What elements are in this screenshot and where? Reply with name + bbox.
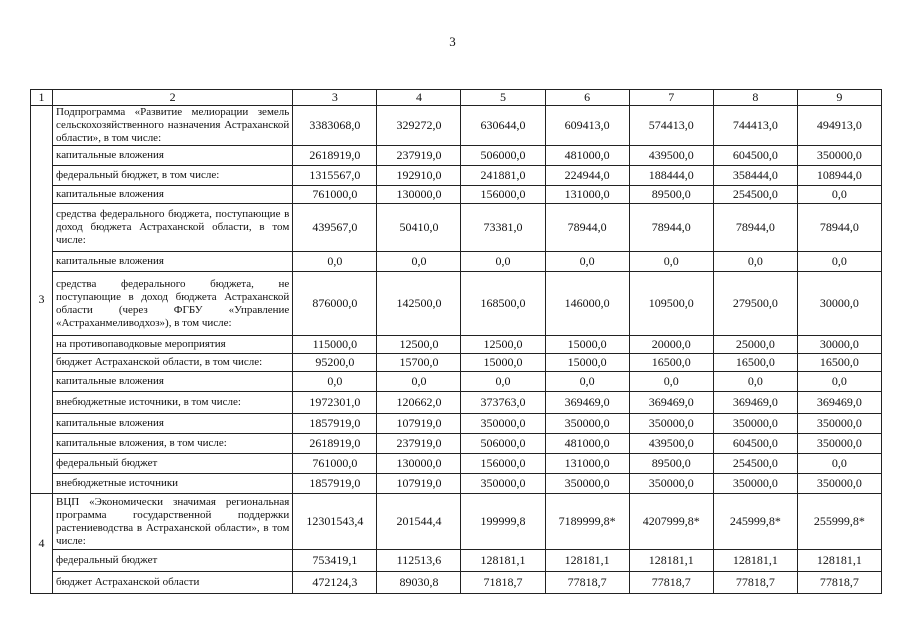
- value-cell: 761000,0: [293, 454, 377, 474]
- row-description: капитальные вложения, в том числе:: [53, 434, 293, 454]
- value-cell: 245999,8*: [713, 494, 797, 550]
- value-cell: 128181,1: [629, 550, 713, 572]
- value-cell: 12301543,4: [293, 494, 377, 550]
- row-description: средства федерального бюджета, не поступающие в доход бюджета Астраханской области (через ФГБУ «Управление «Астраханмеливодхоз»), в том числе:: [53, 272, 293, 336]
- column-header: 2: [53, 90, 293, 106]
- value-cell: 0,0: [377, 252, 461, 272]
- value-cell: 481000,0: [545, 434, 629, 454]
- value-cell: 472124,3: [293, 572, 377, 594]
- table-row: [31, 272, 882, 336]
- column-header: 8: [713, 90, 797, 106]
- column-header: 1: [31, 90, 53, 106]
- value-cell: 358444,0: [713, 166, 797, 186]
- value-cell: 369469,0: [713, 392, 797, 414]
- value-cell: 0,0: [629, 252, 713, 272]
- value-cell: 77818,7: [713, 572, 797, 594]
- value-cell: 506000,0: [461, 146, 545, 166]
- value-cell: 89500,0: [629, 454, 713, 474]
- value-cell: 188444,0: [629, 166, 713, 186]
- value-cell: 78944,0: [797, 204, 881, 252]
- value-cell: 329272,0: [377, 106, 461, 146]
- value-cell: 128181,1: [713, 550, 797, 572]
- value-cell: 369469,0: [797, 392, 881, 414]
- value-cell: 89030,8: [377, 572, 461, 594]
- page-number: 3: [449, 34, 456, 49]
- row-description: внебюджетные источники: [53, 474, 293, 494]
- value-cell: 0,0: [713, 252, 797, 272]
- value-cell: 761000,0: [293, 186, 377, 204]
- value-cell: 574413,0: [629, 106, 713, 146]
- value-cell: 369469,0: [629, 392, 713, 414]
- row-description: бюджет Астраханской области, в том числе:: [53, 354, 293, 372]
- value-cell: 15700,0: [377, 354, 461, 372]
- value-cell: 350000,0: [629, 474, 713, 494]
- value-cell: 2618919,0: [293, 434, 377, 454]
- value-cell: 0,0: [797, 252, 881, 272]
- value-cell: 439500,0: [629, 434, 713, 454]
- value-cell: 107919,0: [377, 474, 461, 494]
- value-cell: 78944,0: [629, 204, 713, 252]
- value-cell: 279500,0: [713, 272, 797, 336]
- value-cell: 350000,0: [797, 146, 881, 166]
- value-cell: 350000,0: [797, 414, 881, 434]
- value-cell: 609413,0: [545, 106, 629, 146]
- value-cell: 2618919,0: [293, 146, 377, 166]
- header-row: [31, 90, 882, 106]
- value-cell: 199999,8: [461, 494, 545, 550]
- value-cell: 78944,0: [713, 204, 797, 252]
- row-description: капитальные вложения: [53, 414, 293, 434]
- value-cell: 254500,0: [713, 186, 797, 204]
- value-cell: 192910,0: [377, 166, 461, 186]
- value-cell: 16500,0: [629, 354, 713, 372]
- value-cell: 128181,1: [461, 550, 545, 572]
- value-cell: 0,0: [545, 372, 629, 392]
- value-cell: 494913,0: [797, 106, 881, 146]
- value-cell: 130000,0: [377, 454, 461, 474]
- value-cell: 50410,0: [377, 204, 461, 252]
- table-row: [31, 204, 882, 252]
- value-cell: 20000,0: [629, 336, 713, 354]
- value-cell: 15000,0: [461, 354, 545, 372]
- table-row: [31, 252, 882, 272]
- value-cell: 128181,1: [545, 550, 629, 572]
- value-cell: 350000,0: [461, 474, 545, 494]
- value-cell: 73381,0: [461, 204, 545, 252]
- row-description: капитальные вложения: [53, 372, 293, 392]
- value-cell: 241881,0: [461, 166, 545, 186]
- row-description: внебюджетные источники, в том числе:: [53, 392, 293, 414]
- value-cell: 16500,0: [797, 354, 881, 372]
- value-cell: 168500,0: [461, 272, 545, 336]
- column-header: 7: [629, 90, 713, 106]
- table-row: [31, 434, 882, 454]
- value-cell: 630644,0: [461, 106, 545, 146]
- value-cell: 7189999,8*: [545, 494, 629, 550]
- value-cell: 78944,0: [545, 204, 629, 252]
- value-cell: 77818,7: [545, 572, 629, 594]
- value-cell: 3383068,0: [293, 106, 377, 146]
- section-number: 3: [31, 106, 53, 494]
- value-cell: 25000,0: [713, 336, 797, 354]
- value-cell: 201544,4: [377, 494, 461, 550]
- value-cell: 254500,0: [713, 454, 797, 474]
- value-cell: 77818,7: [797, 572, 881, 594]
- table-row: [31, 336, 882, 354]
- table-row: [31, 186, 882, 204]
- column-header: 9: [797, 90, 881, 106]
- value-cell: 237919,0: [377, 434, 461, 454]
- value-cell: 350000,0: [797, 434, 881, 454]
- value-cell: 0,0: [293, 252, 377, 272]
- value-cell: 350000,0: [545, 474, 629, 494]
- value-cell: 369469,0: [545, 392, 629, 414]
- value-cell: 506000,0: [461, 434, 545, 454]
- value-cell: 112513,6: [377, 550, 461, 572]
- value-cell: 108944,0: [797, 166, 881, 186]
- table-row: [31, 414, 882, 434]
- table-body: [31, 106, 882, 594]
- row-description: средства федерального бюджета, поступающие в доход бюджета Астраханской области, в том числе:: [53, 204, 293, 252]
- value-cell: 0,0: [461, 372, 545, 392]
- value-cell: 481000,0: [545, 146, 629, 166]
- table-row: [31, 392, 882, 414]
- value-cell: 0,0: [797, 186, 881, 204]
- value-cell: 744413,0: [713, 106, 797, 146]
- value-cell: 350000,0: [461, 414, 545, 434]
- value-cell: 1857919,0: [293, 414, 377, 434]
- value-cell: 0,0: [797, 454, 881, 474]
- value-cell: 89500,0: [629, 186, 713, 204]
- value-cell: 156000,0: [461, 454, 545, 474]
- value-cell: 604500,0: [713, 434, 797, 454]
- value-cell: 71818,7: [461, 572, 545, 594]
- value-cell: 439500,0: [629, 146, 713, 166]
- value-cell: 439567,0: [293, 204, 377, 252]
- value-cell: 131000,0: [545, 454, 629, 474]
- value-cell: 0,0: [713, 372, 797, 392]
- column-header: 4: [377, 90, 461, 106]
- value-cell: 350000,0: [713, 474, 797, 494]
- row-description: капитальные вложения: [53, 252, 293, 272]
- row-description: Подпрограмма «Развитие мелиорации земель сельскохозяйственного назначения Астраханской области», в том числе:: [53, 106, 293, 146]
- row-description: федеральный бюджет, в том числе:: [53, 166, 293, 186]
- value-cell: 15000,0: [545, 336, 629, 354]
- table-row: [31, 474, 882, 494]
- value-cell: 142500,0: [377, 272, 461, 336]
- column-header: 3: [293, 90, 377, 106]
- value-cell: 1315567,0: [293, 166, 377, 186]
- value-cell: 237919,0: [377, 146, 461, 166]
- value-cell: 0,0: [377, 372, 461, 392]
- table-row: [31, 166, 882, 186]
- value-cell: 4207999,8*: [629, 494, 713, 550]
- row-description: федеральный бюджет: [53, 550, 293, 572]
- value-cell: 95200,0: [293, 354, 377, 372]
- value-cell: 128181,1: [797, 550, 881, 572]
- budget-table: [30, 89, 882, 594]
- value-cell: 1857919,0: [293, 474, 377, 494]
- value-cell: 12500,0: [461, 336, 545, 354]
- value-cell: 30000,0: [797, 272, 881, 336]
- value-cell: 30000,0: [797, 336, 881, 354]
- row-description: капитальные вложения: [53, 186, 293, 204]
- table-row: [31, 454, 882, 474]
- value-cell: 120662,0: [377, 392, 461, 414]
- value-cell: 77818,7: [629, 572, 713, 594]
- column-header: 6: [545, 90, 629, 106]
- value-cell: 350000,0: [629, 414, 713, 434]
- table-row: [31, 572, 882, 594]
- table-row: [31, 106, 882, 146]
- value-cell: 16500,0: [713, 354, 797, 372]
- value-cell: 350000,0: [797, 474, 881, 494]
- table-row: [31, 372, 882, 392]
- row-description: капитальные вложения: [53, 146, 293, 166]
- row-description: ВЦП «Экономически значимая региональная программа государственной поддержки растениеводства в Астраханской области», в том числе:: [53, 494, 293, 550]
- value-cell: 115000,0: [293, 336, 377, 354]
- table-row: [31, 494, 882, 550]
- value-cell: 373763,0: [461, 392, 545, 414]
- value-cell: 109500,0: [629, 272, 713, 336]
- table-row: [31, 550, 882, 572]
- column-header: 5: [461, 90, 545, 106]
- value-cell: 0,0: [797, 372, 881, 392]
- value-cell: 0,0: [629, 372, 713, 392]
- value-cell: 0,0: [545, 252, 629, 272]
- value-cell: 604500,0: [713, 146, 797, 166]
- value-cell: 1972301,0: [293, 392, 377, 414]
- value-cell: 15000,0: [545, 354, 629, 372]
- value-cell: 146000,0: [545, 272, 629, 336]
- value-cell: 0,0: [293, 372, 377, 392]
- value-cell: 131000,0: [545, 186, 629, 204]
- value-cell: 753419,1: [293, 550, 377, 572]
- value-cell: 224944,0: [545, 166, 629, 186]
- row-description: на противопаводковые мероприятия: [53, 336, 293, 354]
- value-cell: 130000,0: [377, 186, 461, 204]
- value-cell: 876000,0: [293, 272, 377, 336]
- value-cell: 0,0: [461, 252, 545, 272]
- table-row: [31, 146, 882, 166]
- table-row: [31, 354, 882, 372]
- value-cell: 350000,0: [713, 414, 797, 434]
- value-cell: 156000,0: [461, 186, 545, 204]
- row-description: федеральный бюджет: [53, 454, 293, 474]
- section-number: 4: [31, 494, 53, 594]
- value-cell: 12500,0: [377, 336, 461, 354]
- value-cell: 107919,0: [377, 414, 461, 434]
- value-cell: 350000,0: [545, 414, 629, 434]
- row-description: бюджет Астраханской области: [53, 572, 293, 594]
- value-cell: 255999,8*: [797, 494, 881, 550]
